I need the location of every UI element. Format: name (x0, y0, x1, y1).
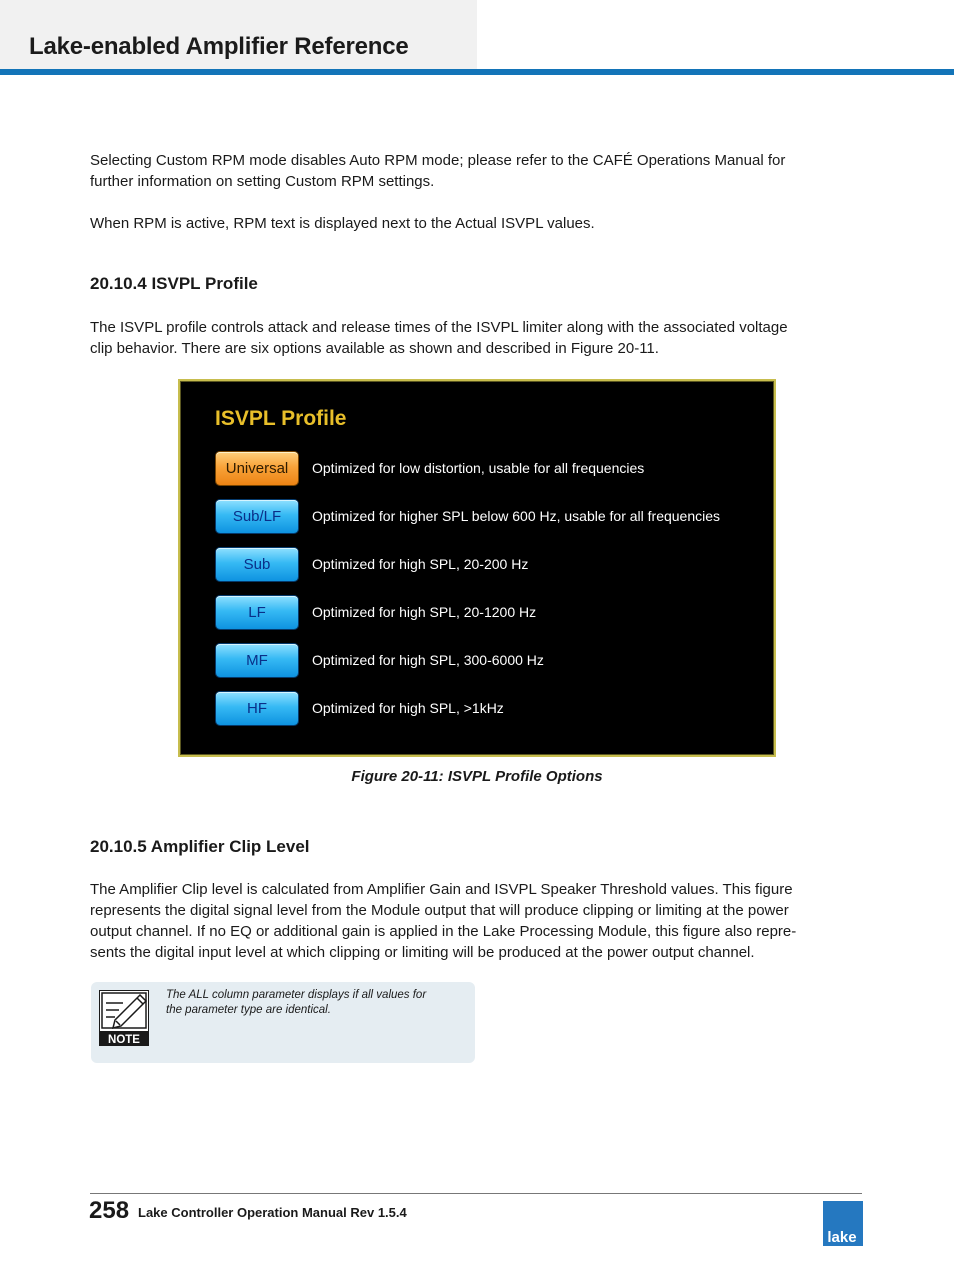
profile-button-lf[interactable]: LF (216, 596, 298, 629)
section-heading-amplifier-clip-level: 20.10.5 Amplifier Clip Level (90, 837, 310, 856)
footer-rule (90, 1193, 862, 1194)
text-line: sents the digital input level at which clipping or limiting will be produced at the power output channel. (90, 944, 755, 961)
profile-description: Optimized for low distortion, usable for all frequencies (312, 460, 645, 476)
section-heading-isvpl-profile: 20.10.4 ISVPL Profile (90, 274, 258, 293)
text-line: clip behavior. There are six options available as shown and described in Figure 20-11. (90, 340, 659, 357)
intro-paragraph-2 (90, 213, 860, 234)
profile-description: Optimized for high SPL, >1kHz (312, 700, 504, 716)
page-number: 258 (89, 1197, 130, 1224)
text-line: the parameter type are identical. (166, 1004, 331, 1016)
text-line: The Amplifier Clip level is calculated from Amplifier Gain and ISVPL Speaker Threshold values. This figure (90, 881, 793, 898)
profile-button-sub-lf[interactable]: Sub/LF (216, 500, 298, 533)
text-line: represents the digital signal level from the Module output that will produce clipping or limiting at the power (90, 902, 789, 919)
text-line: The ISVPL profile controls attack and release times of the ISVPL limiter along with the associated voltage (90, 319, 788, 336)
intro-paragraph-1 (90, 150, 860, 192)
profile-description: Optimized for high SPL, 300-6000 Hz (312, 652, 544, 668)
profile-button-universal[interactable]: Universal (216, 452, 298, 485)
figure-caption: Figure 20-11: ISVPL Profile Options (351, 768, 603, 785)
isvpl-profile-figure (178, 379, 776, 757)
lake-logo (823, 1201, 863, 1246)
profile-description: Optimized for high SPL, 20-200 Hz (312, 556, 529, 572)
text-line: further information on setting Custom RPM settings. (90, 173, 435, 190)
text-line: When RPM is active, RPM text is displayed next to the Actual ISVPL values. (90, 215, 595, 232)
text-line: The ALL column parameter displays if all values for (166, 989, 427, 1001)
note-box (91, 982, 475, 1063)
isvpl-paragraph (90, 317, 860, 359)
logo-text: lake (827, 1229, 857, 1246)
manual-title: Lake Controller Operation Manual Rev 1.5.4 (138, 1205, 407, 1220)
profile-button-hf[interactable]: HF (216, 692, 298, 725)
profile-description: Optimized for higher SPL below 600 Hz, usable for all frequencies (312, 508, 721, 524)
page-title: Lake-enabled Amplifier Reference (29, 33, 409, 60)
text-line: Selecting Custom RPM mode disables Auto RPM mode; please refer to the CAFÉ Operations Manual for (90, 152, 786, 169)
figure-title: ISVPL Profile (215, 407, 347, 430)
clip-paragraph (90, 879, 860, 963)
profile-button-mf[interactable]: MF (216, 644, 298, 677)
note-pencil-icon (99, 990, 149, 1046)
header-rule (0, 69, 954, 75)
text-line: output channel. If no EQ or additional gain is applied in the Lake Processing Module, this figure also repre- (90, 923, 797, 940)
note-icon-label: NOTE (108, 1034, 140, 1046)
note-text (166, 988, 426, 1018)
profile-button-sub[interactable]: Sub (216, 548, 298, 581)
profile-description: Optimized for high SPL, 20-1200 Hz (312, 604, 537, 620)
